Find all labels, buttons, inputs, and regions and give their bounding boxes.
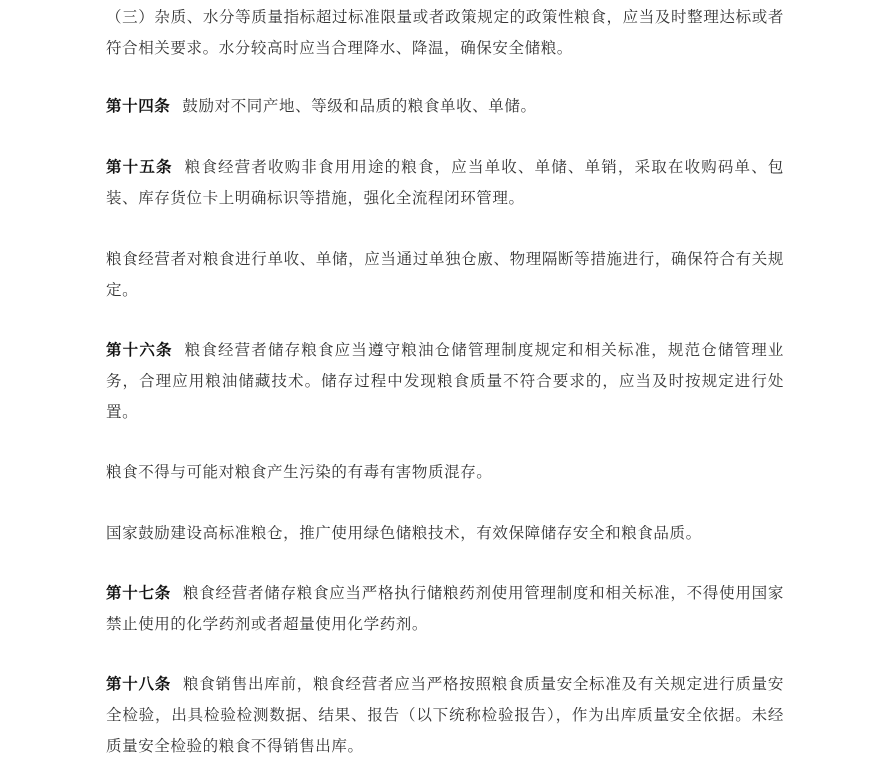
article-16-paragraph-3 <box>106 518 784 549</box>
article-14-paragraph <box>106 91 784 122</box>
paragraph-text: 粮食经营者对粮食进行单收、单储，应当通过单独仓廒、物理隔断等措施进行，确保符合有关规定。 <box>106 250 784 299</box>
article-number: 第十七条 <box>106 584 171 602</box>
paragraph-text: （三）杂质、水分等质量指标超过标准限量或者政策规定的政策性粮食，应当及时整理达标或者符合相关要求。水分较高时应当合理降水、降温，确保安全储粮。 <box>106 8 784 57</box>
article-number: 第十五条 <box>106 158 173 176</box>
paragraph-text: 鼓励对不同产地、等级和品质的粮食单收、单储。 <box>182 97 537 115</box>
paragraph-text: 国家鼓励建设高标准粮仓，推广使用绿色储粮技术，有效保障储存安全和粮食品质。 <box>106 524 702 542</box>
article-number: 第十四条 <box>106 97 171 115</box>
paragraph-text: 粮食不得与可能对粮食产生污染的有毒有害物质混存。 <box>106 463 493 481</box>
article-16-paragraph <box>106 335 784 428</box>
article-number: 第十六条 <box>106 341 173 359</box>
paragraph-text: 粮食经营者储存粮食应当遵守粮油仓储管理制度规定和相关标准，规范仓储管理业务，合理应用粮油储藏技术。储存过程中发现粮食质量不符合要求的，应当及时按规定进行处置。 <box>106 341 784 421</box>
article-number: 第十八条 <box>106 675 171 693</box>
article-15-paragraph-2 <box>106 244 784 306</box>
article-18-paragraph <box>106 669 784 762</box>
paragraph-item-3 <box>106 2 784 64</box>
paragraph-text: 粮食销售出库前，粮食经营者应当严格按照粮食质量安全标准及有关规定进行质量安全检验，出具检验检测数据、结果、报告（以下统称检验报告），作为出库质量安全依据。未经质量安全检验的粮食不得销售出库。 <box>106 675 785 755</box>
article-17-paragraph <box>106 578 784 640</box>
paragraph-text: 粮食经营者储存粮食应当严格执行储粮药剂使用管理制度和相关标准，不得使用国家禁止使用的化学药剂或者超量使用化学药剂。 <box>106 584 785 633</box>
article-16-paragraph-2 <box>106 457 784 488</box>
paragraph-text: 粮食经营者收购非食用用途的粮食，应当单收、单储、单销，采取在收购码单、包装、库存货位卡上明确标识等措施，强化全流程闭环管理。 <box>106 158 784 207</box>
article-15-paragraph <box>106 152 784 214</box>
